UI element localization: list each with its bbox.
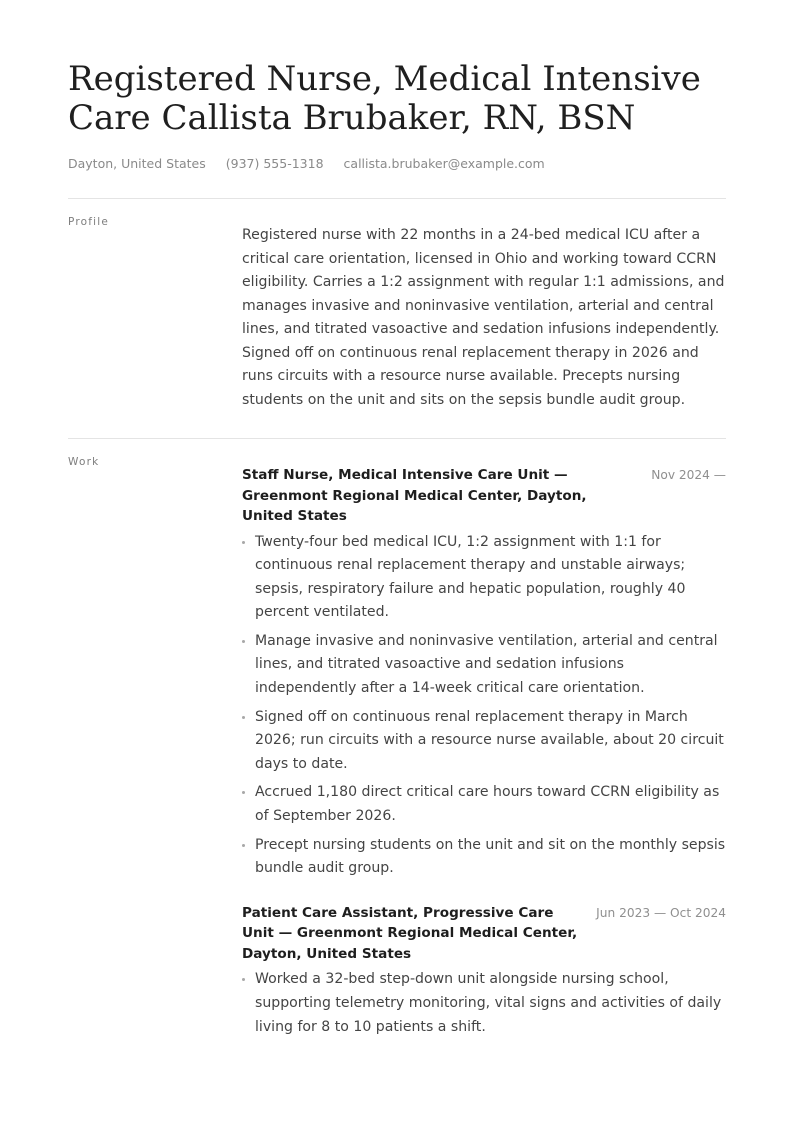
job-entry	[242, 465, 726, 881]
job-date: Jun 2023 — Oct 2024	[596, 905, 726, 920]
resume-title: Registered Nurse, Medical Intensive Care Callista Brubaker, RN, BSN	[68, 59, 701, 138]
job-title: Staff Nurse, Medical Intensive Care Unit — Greenmont Regional Medical Center, Dayton, United States	[242, 467, 587, 524]
job-bullet	[242, 968, 726, 1039]
job-date: Nov 2024 —	[651, 468, 726, 482]
bullet-dot-icon	[242, 716, 245, 719]
bullet-dot-icon	[242, 791, 245, 794]
job-bullet-text: Manage invasive and noninvasive ventilation, arterial and central lines, and titrated vasoactive and sedation infusions independently after a 14-week critical care orientation.	[255, 632, 718, 697]
job-bullet	[242, 834, 726, 881]
profile-section	[68, 199, 726, 412]
contact-email: callista.brubaker@example.com	[343, 156, 545, 171]
job-bullet-text: Signed off on continuous renal replacement therapy in March 2026; run circuits with a resource nurse available, about 20 circuit days to date.	[255, 708, 724, 772]
job-bullet-text: Accrued 1,180 direct critical care hours toward CCRN eligibility as of September 2026.	[255, 784, 720, 825]
job-bullets	[242, 531, 726, 881]
contact-location: Dayton, United States	[68, 156, 206, 171]
profile-label: Profile	[68, 216, 110, 228]
bullet-dot-icon	[242, 541, 245, 544]
contact-line	[68, 156, 726, 171]
bullet-dot-icon	[242, 844, 245, 847]
contact-phone: (937) 555-1318	[225, 156, 324, 171]
job-bullet-text: Precept nursing students on the unit and sit on the monthly sepsis bundle audit group.	[255, 836, 726, 877]
job-bullet	[242, 531, 726, 625]
job-bullet-text: Twenty-four bed medical ICU, 1:2 assignment with 1:1 for continuous renal replacement therapy and unstable airways; sepsis, respiratory failure and hepatic population, roughly 40 percent ventilated.	[255, 533, 686, 621]
profile-text: Registered nurse with 22 months in a 24-bed medical ICU after a critical care orientation, licensed in Ohio and working toward CCRN eligibility. Carries a 1:2 assignment with regular 1:1 admissions, and manages invasive and noninvasive ventilation, arterial and central lines, and titrated vasoactive and sedation infusions independently. Signed off on continuous renal replacement therapy in 2026 and runs circuits with a resource nurse available. Precepts nursing students on the unit and sits on the sepsis bundle audit group.	[242, 227, 725, 408]
job-bullet	[242, 706, 726, 777]
bullet-dot-icon	[242, 978, 245, 981]
work-section	[68, 439, 726, 1044]
job-title: Patient Care Assistant, Progressive Care Unit — Greenmont Regional Medical Center, Dayton, United States	[242, 904, 578, 962]
job-entry	[242, 903, 726, 1039]
job-bullet	[242, 630, 726, 701]
job-bullet	[242, 781, 726, 828]
job-bullets	[242, 968, 726, 1039]
bullet-dot-icon	[242, 640, 245, 643]
resume-page	[68, 60, 726, 1044]
job-bullet-text: Worked a 32-bed step-down unit alongside nursing school, supporting telemetry monitoring, vital signs and activities of daily living for 8 to 10 patients a shift.	[255, 971, 722, 1035]
work-label: Work	[68, 456, 100, 468]
